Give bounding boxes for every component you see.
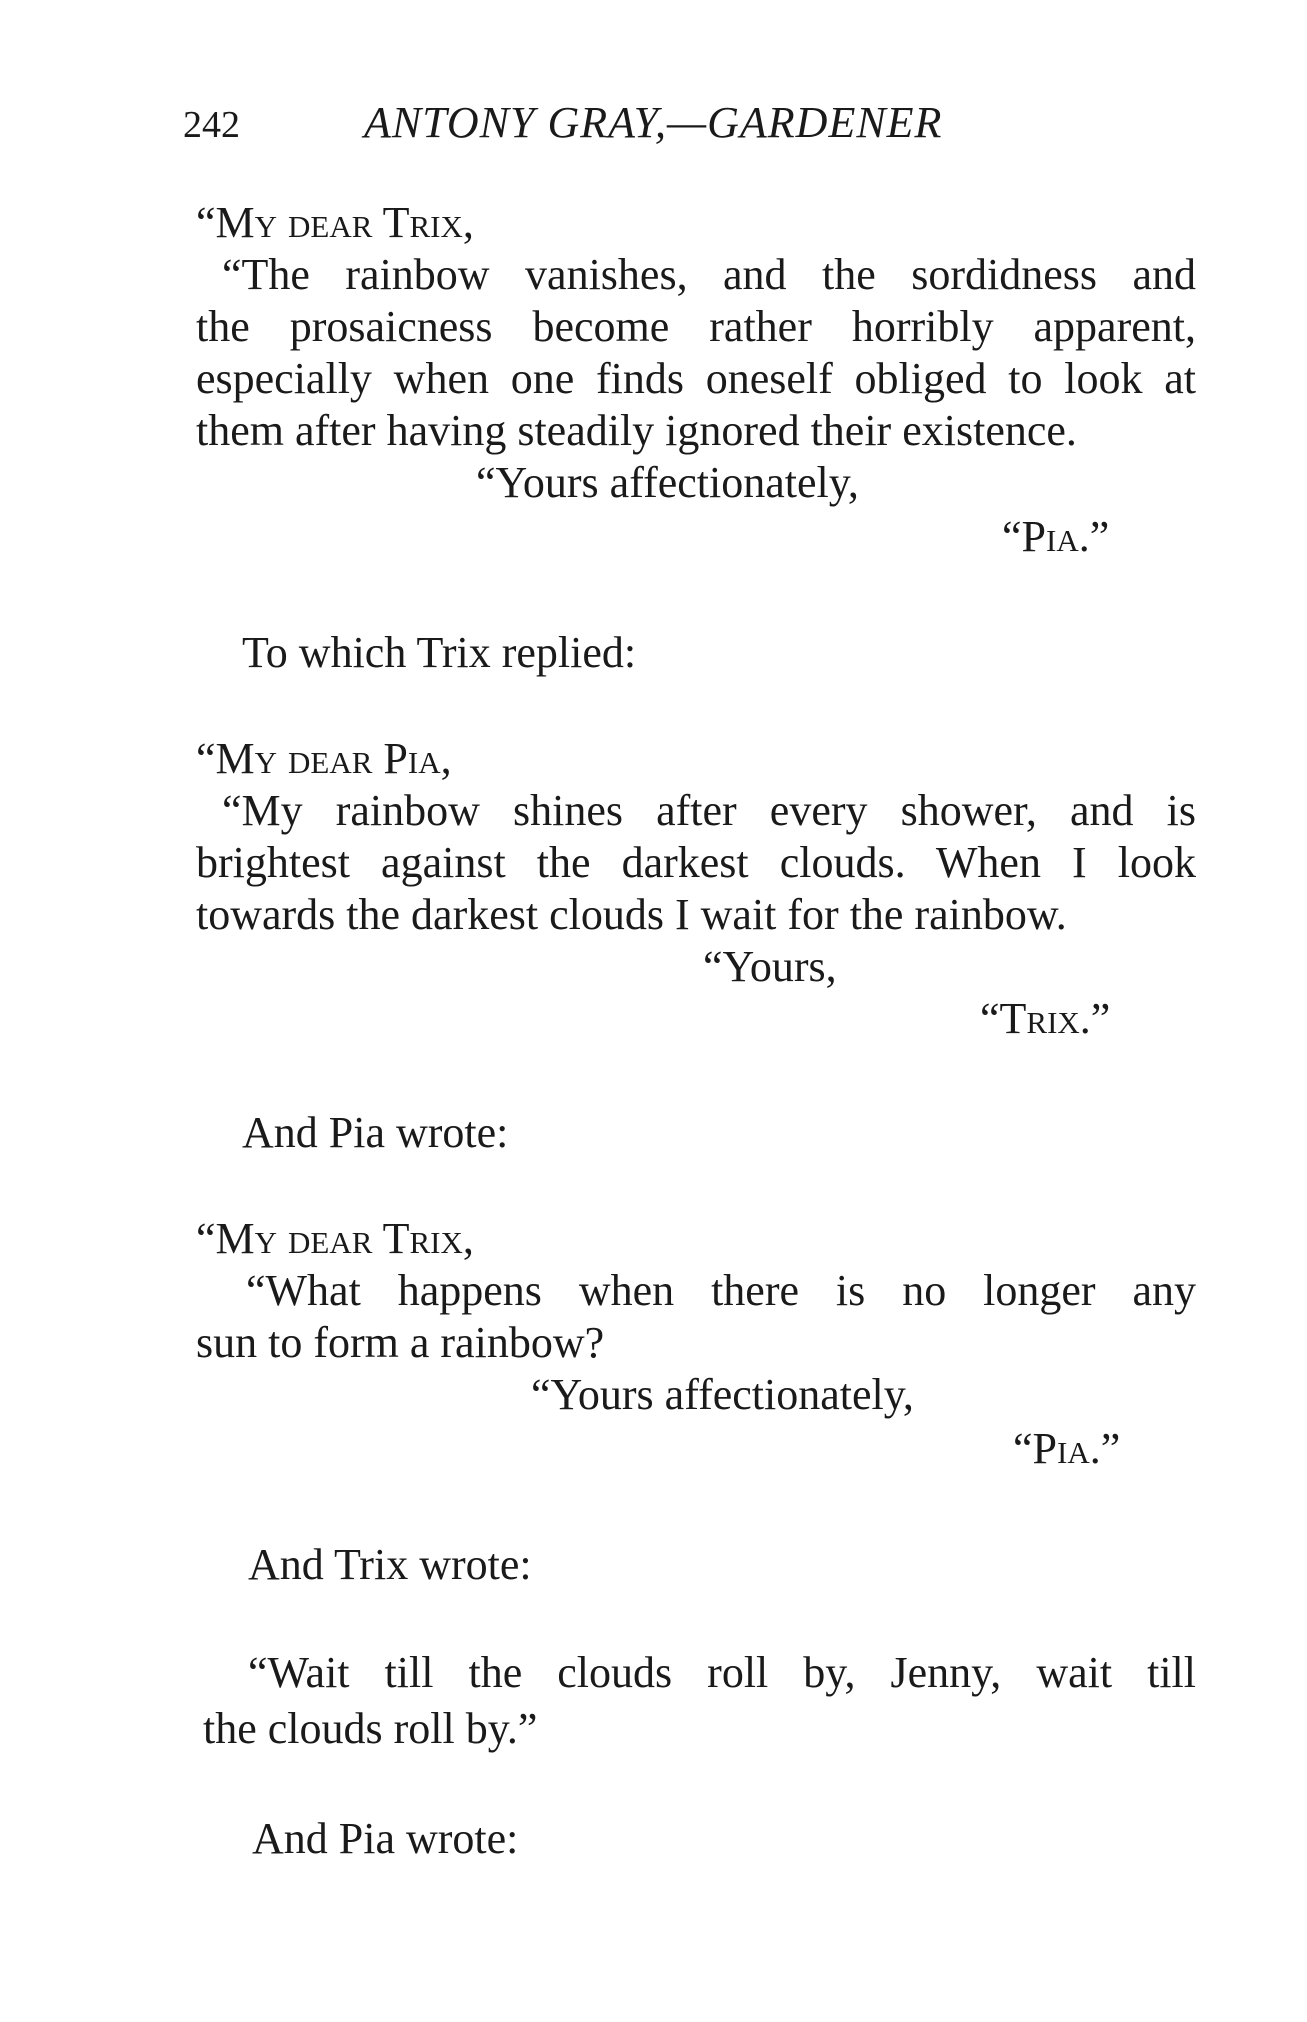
letter-signature: “Pia.”: [1002, 512, 1110, 561]
quote-line: “Wait till the clouds roll by, Jenny, wait till: [248, 1648, 1196, 1697]
letter-closing: “Yours affectionately,: [531, 1370, 914, 1419]
letter-body-line: “My rainbow shines after every shower, and is: [222, 786, 1196, 835]
quote-line: the clouds roll by.”: [203, 1704, 538, 1753]
letter-closing: “Yours,: [703, 942, 837, 991]
letter-body-line: “What happens when there is no longer any: [246, 1266, 1196, 1315]
letter-salutation: “My dear Pia,: [196, 734, 452, 783]
letter-signature: “Trix.”: [980, 994, 1111, 1043]
letter-salutation: “My dear Trix,: [196, 1214, 474, 1263]
narrative-line: And Pia wrote:: [252, 1814, 519, 1863]
letter-signature: “Pia.”: [1013, 1424, 1121, 1473]
letter-body-line: brightest against the darkest clouds. When I look: [196, 838, 1196, 887]
running-title: ANTONY GRAY,—GARDENER: [364, 98, 943, 147]
narrative-line: And Trix wrote:: [248, 1540, 532, 1589]
narrative-line: To which Trix replied:: [242, 628, 637, 677]
letter-body-line: the prosaicness become rather horribly apparent,: [196, 302, 1196, 351]
letter-body-line: towards the darkest clouds I wait for the rainbow.: [196, 890, 1067, 939]
page-number: 242: [183, 104, 240, 146]
letter-salutation: “My dear Trix,: [196, 198, 474, 247]
letter-body-line: especially when one finds oneself obliged to look at: [196, 354, 1196, 403]
letter-body-line: them after having steadily ignored their existence.: [196, 406, 1077, 455]
letter-body-line: “The rainbow vanishes, and the sordidness and: [222, 250, 1196, 299]
letter-body-line: sun to form a rainbow?: [196, 1318, 605, 1367]
letter-closing: “Yours affectionately,: [476, 458, 859, 507]
narrative-line: And Pia wrote:: [242, 1108, 509, 1157]
